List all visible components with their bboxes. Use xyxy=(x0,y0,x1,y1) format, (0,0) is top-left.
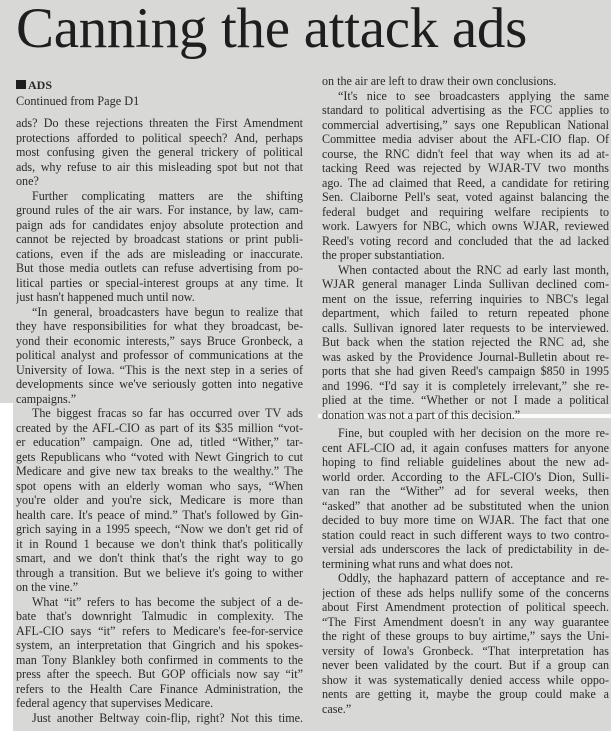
text-line: tacking Reed was rejected by WJAR-TV two months xyxy=(322,161,609,175)
text-line: yond their economic interests,” says Bruce Gronbeck, a xyxy=(16,333,303,348)
text-line: and 1996. “I'd say it is completely irrelevant,” she re- xyxy=(322,378,609,393)
text-line: Committee media adviser about the AFL-CIO flap. Of xyxy=(322,132,609,146)
text-line: Fine, but coupled with her decision on the more re- xyxy=(338,426,609,440)
text-line: campaigns.” xyxy=(16,391,77,406)
text-line: termining what runs and what does not. xyxy=(322,556,514,571)
text-line: bate that's downright Talmudic in complexity. The xyxy=(16,609,303,623)
paragraph xyxy=(322,89,609,263)
text-line: versial ads underscores the lack of predictability in de- xyxy=(322,542,609,556)
paragraph xyxy=(16,595,303,711)
text-line: refers to the Health Care Finance Administration, the xyxy=(16,681,303,696)
text-line: van ran the “Wither” ad for several weeks, then xyxy=(322,484,609,498)
text-line: department, which failed to return repeated phone xyxy=(322,306,609,320)
paragraph xyxy=(16,305,303,407)
text-line: on the vine.” xyxy=(16,580,79,594)
text-line: about First Amendment protection of political speech. xyxy=(322,600,609,614)
text-line: donation was not a part of this decision.” xyxy=(322,407,521,422)
text-line: course, the RNC didn't feel that way when its ad at- xyxy=(322,146,609,161)
text-line: system, an interpretation that Gingrich and his spokes- xyxy=(16,638,303,652)
text-line: “The First Amendment doesn't in any way guarantee xyxy=(322,614,609,629)
text-line: man Tony Blankley both confirmed in comments to the xyxy=(16,652,303,667)
text-line: station could react in such different ways to two contro- xyxy=(322,527,609,542)
text-line: work. Lawyers for NBC, which owns WJAR, reviewed xyxy=(322,219,609,233)
text-line: Reed's voting record and concluded that the ad lacked xyxy=(322,233,609,248)
text-line: world order. According to the AFL-CIO's Dion, Sulli- xyxy=(322,469,609,484)
text-line: ground rules of the air wars. For instance, by law, cam- xyxy=(16,203,303,217)
text-line: But those media outlets can refuse advertising from po- xyxy=(16,261,303,275)
text-line: ports that she had given Reed's campaign $850 in 1995 xyxy=(322,364,609,378)
square-bullet-icon xyxy=(16,80,26,89)
paragraph xyxy=(322,571,609,716)
text-line: press after the speech. But GOP officials now say “it” xyxy=(16,667,303,681)
text-line: ads, why refuse to air this misleading spot but not that xyxy=(16,159,303,174)
text-line: er education” campaign. One ad, titled “Wither,” tar- xyxy=(16,435,303,449)
text-line: one? xyxy=(16,174,39,188)
paragraph xyxy=(16,711,303,726)
text-line: “It's nice to see broadcasters applying the same xyxy=(338,88,609,103)
text-line: was asked by the Providence Journal-Bulletin about re- xyxy=(322,349,609,364)
text-line: never been validated by the court. But if a group can xyxy=(322,658,609,672)
text-line: show it was systematically denied access while oppo- xyxy=(322,672,609,687)
continued-from-line: Continued from Page D1 xyxy=(16,94,140,108)
text-line: created by the AFL-CIO as part of its $35 million “vot- xyxy=(16,420,303,435)
text-line: gets Republicans who “voted with Newt Gingrich to cut xyxy=(16,449,303,464)
clipping-edge xyxy=(0,403,13,731)
text-line: case.” xyxy=(322,701,352,716)
paragraph xyxy=(16,116,303,189)
text-line: the proper substantiation. xyxy=(322,248,445,262)
text-line: grich saying in a 1995 speech, “Now we don't get rid of xyxy=(16,522,303,536)
text-line: nents are getting it, maybe the group could make a xyxy=(322,687,609,701)
text-line: What “it” refers to has become the subject of a de- xyxy=(32,594,303,609)
text-line: smart, and we don't think that's the right way to go xyxy=(16,551,303,565)
text-line: most confusing given the general trickery of political xyxy=(16,145,303,159)
text-line: cent AFL-CIO ad, it again confuses matters for anyone xyxy=(322,440,609,455)
text-line: through a transition. But we believe it's going to wither xyxy=(16,565,303,580)
text-line: just hasn't happened much until now. xyxy=(16,290,195,304)
text-line: ment on the issue, referring inquiries to NBC's legal xyxy=(322,291,609,306)
text-line: developments since we've seriously gotten into negative xyxy=(16,377,303,391)
paragraph xyxy=(322,426,609,571)
text-line: jection of these ads helps nullify some of the concerns xyxy=(322,585,609,600)
text-line: Medicare and give new tax breaks to the wealthy.” The xyxy=(16,464,303,478)
text-line: health care. It's peace of mind.” That's followed by Gin- xyxy=(16,507,303,522)
text-line: cannot be rejected by broadcast stations or print publi- xyxy=(16,232,303,246)
text-line: “asked” that another ad be substituted when the union xyxy=(322,498,609,513)
paragraph xyxy=(16,189,303,305)
text-line: ago. The ad claimed that Reed, a candidate for retiring xyxy=(322,175,609,190)
text-line: paign ads for candidates enjoy absolute protection and xyxy=(16,217,303,232)
paragraph xyxy=(322,263,609,427)
text-line: federal agency that supervises Medicare. xyxy=(16,696,214,710)
text-line: “In general, broadcasters have begun to realize that xyxy=(32,304,303,319)
text-line: Further complicating matters are the shifting xyxy=(32,188,303,203)
text-line: When contacted about the RNC ad early last month, xyxy=(338,262,609,277)
text-line: WJAR general manager Linda Sullivan declined com- xyxy=(322,277,609,291)
text-line: spot opens with an elderly woman who says, “When xyxy=(16,478,303,493)
text-line: federal budget and requiring welfare recipients to xyxy=(322,204,609,219)
text-line: University of Iowa. “This is the next step in a series of xyxy=(16,362,303,377)
text-line: commercial advertising,” says one Republican National xyxy=(322,117,609,132)
kicker-label: ADS xyxy=(28,78,53,92)
article-column-left xyxy=(16,116,303,725)
text-line: decided to buy more time on WJAR. The fact that one xyxy=(322,513,609,527)
text-line: versity of Iowa's Gronbeck. “That interpretation has xyxy=(322,643,609,658)
text-line: But back when the station rejected the RNC ad, she xyxy=(322,335,609,349)
paragraph xyxy=(16,406,303,595)
text-line: AFL-CIO says “it” refers to Medicare's fee-for-service xyxy=(16,623,303,638)
text-line: political analyst and professor of communications at the xyxy=(16,348,303,362)
text-line: Oddly, the haphazard pattern of acceptance and re- xyxy=(338,571,609,585)
text-line: hoping to find reliable guidelines about the new ad- xyxy=(322,455,609,469)
text-line: standard to political advertising as the FCC applies to xyxy=(322,103,609,117)
text-line: protections afforded to political speech? And, perhaps xyxy=(16,130,303,145)
article-column-right xyxy=(322,74,609,716)
paragraph xyxy=(322,74,609,89)
text-line: you're older and you're sick, Medicare is more than xyxy=(16,493,303,507)
text-line: calls. Sullivan ignored later requests to be interviewed. xyxy=(322,320,609,335)
text-line: plied at the time. “Whether or not I made a political xyxy=(322,393,609,407)
text-line: The biggest fracas so far has occurred over TV ads xyxy=(32,406,303,420)
text-line: Sen. Claiborne Pell's seat, voted against balancing the xyxy=(322,190,609,204)
text-line: litical parties or special-interest groups at any time. It xyxy=(16,275,303,290)
text-line: ads? Do these rejections threaten the First Amendment xyxy=(16,116,303,130)
text-line: it in Round 1 because we don't think that's politically xyxy=(16,536,303,551)
text-line: Just another Beltway coin-flip, right? Not this time. xyxy=(32,710,303,725)
text-line: cations, even if the ads are misleading or inaccurate. xyxy=(16,246,303,261)
section-kicker xyxy=(16,78,52,93)
text-line: they have responsibilities for what they broadcast, be- xyxy=(16,319,303,333)
text-line: the right of these groups to buy airtime,” says the Uni- xyxy=(322,629,609,643)
text-line: on the air are left to draw their own conclusions. xyxy=(322,74,557,88)
headline: Canning the attack ads xyxy=(16,0,527,60)
